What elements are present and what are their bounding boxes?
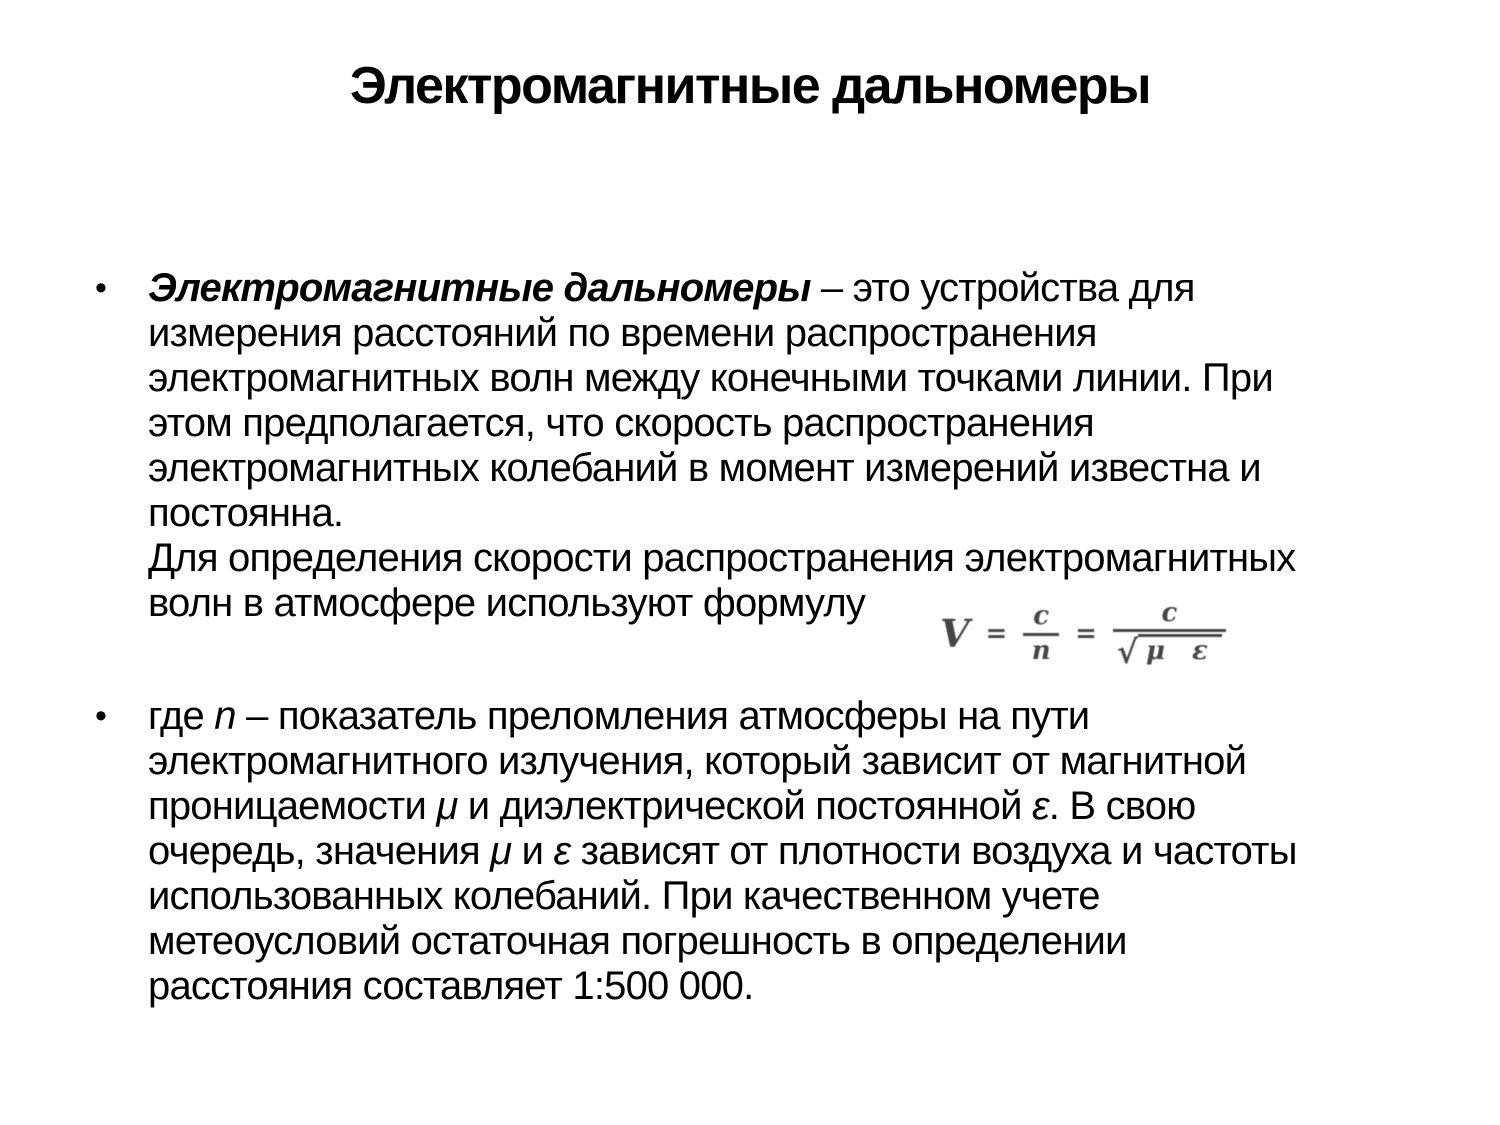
fraction-numerator: c	[1033, 601, 1050, 632]
text-segment: n	[214, 694, 236, 738]
fraction-denominator	[1113, 633, 1226, 672]
text-segment: Электромагнитные дальномеры	[148, 266, 811, 310]
equation-fraction-c-over-sqrt	[1113, 598, 1226, 672]
text-segment: электромагнитных колебаний в момент измерений известна и	[148, 446, 1261, 490]
text-segment: волн в атмосфере используют формулу	[148, 581, 866, 625]
text-segment: зависят от плотности воздуха и частоты	[570, 829, 1297, 873]
text-line	[148, 536, 1440, 581]
text-segment: проницаемости	[148, 784, 437, 828]
text-line	[148, 964, 1440, 1009]
equation-variable-v: V	[940, 611, 970, 657]
text-segment: расстояния составляет 1:500 000.	[148, 964, 754, 1008]
text-line	[148, 919, 1440, 964]
fraction-bar	[1113, 629, 1226, 632]
text-line	[148, 356, 1440, 401]
text-segment: электромагнитных волн между конечными точками линии. При	[148, 356, 1273, 400]
equation	[940, 598, 1226, 672]
text-segment: μ	[436, 784, 458, 828]
bullet-marker: •	[95, 697, 107, 735]
bullet-text	[148, 266, 1440, 626]
text-segment: μ	[490, 829, 512, 873]
text-segment: электромагнитного излучения, который зависит от магнитной	[148, 739, 1247, 783]
slide-title: Электромагнитные дальномеры	[349, 57, 1151, 115]
text-line	[148, 581, 1440, 626]
text-segment: . В свою	[1048, 784, 1196, 828]
square-root-sign: √	[1116, 633, 1138, 672]
text-line	[148, 829, 1440, 874]
text-line	[148, 401, 1440, 446]
equation-equals-sign: =	[1075, 619, 1097, 650]
text-segment: Для определения скорости распространения электромагнитных	[148, 536, 1296, 580]
text-segment: и диэлектрической постоянной	[457, 784, 1032, 828]
text-segment: ε	[1031, 784, 1049, 828]
bullet-text	[148, 694, 1440, 1009]
text-segment: метеоусловий остаточная погрешность в определении	[148, 919, 1127, 963]
text-line	[148, 491, 1440, 536]
bullet-item	[95, 694, 1440, 1009]
text-line	[148, 694, 1440, 739]
text-line	[148, 266, 1440, 311]
text-segment: – показатель преломления атмосферы на пути	[235, 694, 1090, 738]
text-segment: использованных колебаний. При качественном учете	[148, 874, 1100, 918]
bullet-item	[95, 266, 1440, 626]
text-segment: этом предполагается, что скорость распространения	[148, 401, 1094, 445]
text-segment: очередь, значения	[148, 829, 491, 873]
text-line	[148, 874, 1440, 919]
text-line	[148, 784, 1440, 829]
text-segment: – это устройства для	[810, 266, 1195, 310]
text-segment: измерения расстояний по времени распространения	[148, 311, 1097, 355]
text-segment: постоянна.	[148, 491, 344, 535]
equation-equals-sign: =	[985, 619, 1008, 650]
text-segment: и	[511, 829, 554, 873]
text-segment: ε	[553, 829, 571, 873]
text-line	[148, 739, 1440, 784]
radicand: μ ε	[1138, 634, 1222, 665]
equation-fraction-c-over-n	[1023, 603, 1059, 665]
text-line	[148, 446, 1440, 491]
bullet-marker: •	[95, 269, 107, 307]
slide-body	[95, 266, 1440, 1009]
fraction-denominator: n	[1031, 635, 1051, 666]
text-segment: где	[148, 694, 215, 738]
fraction-numerator: c	[1161, 598, 1178, 628]
text-line	[148, 311, 1440, 356]
